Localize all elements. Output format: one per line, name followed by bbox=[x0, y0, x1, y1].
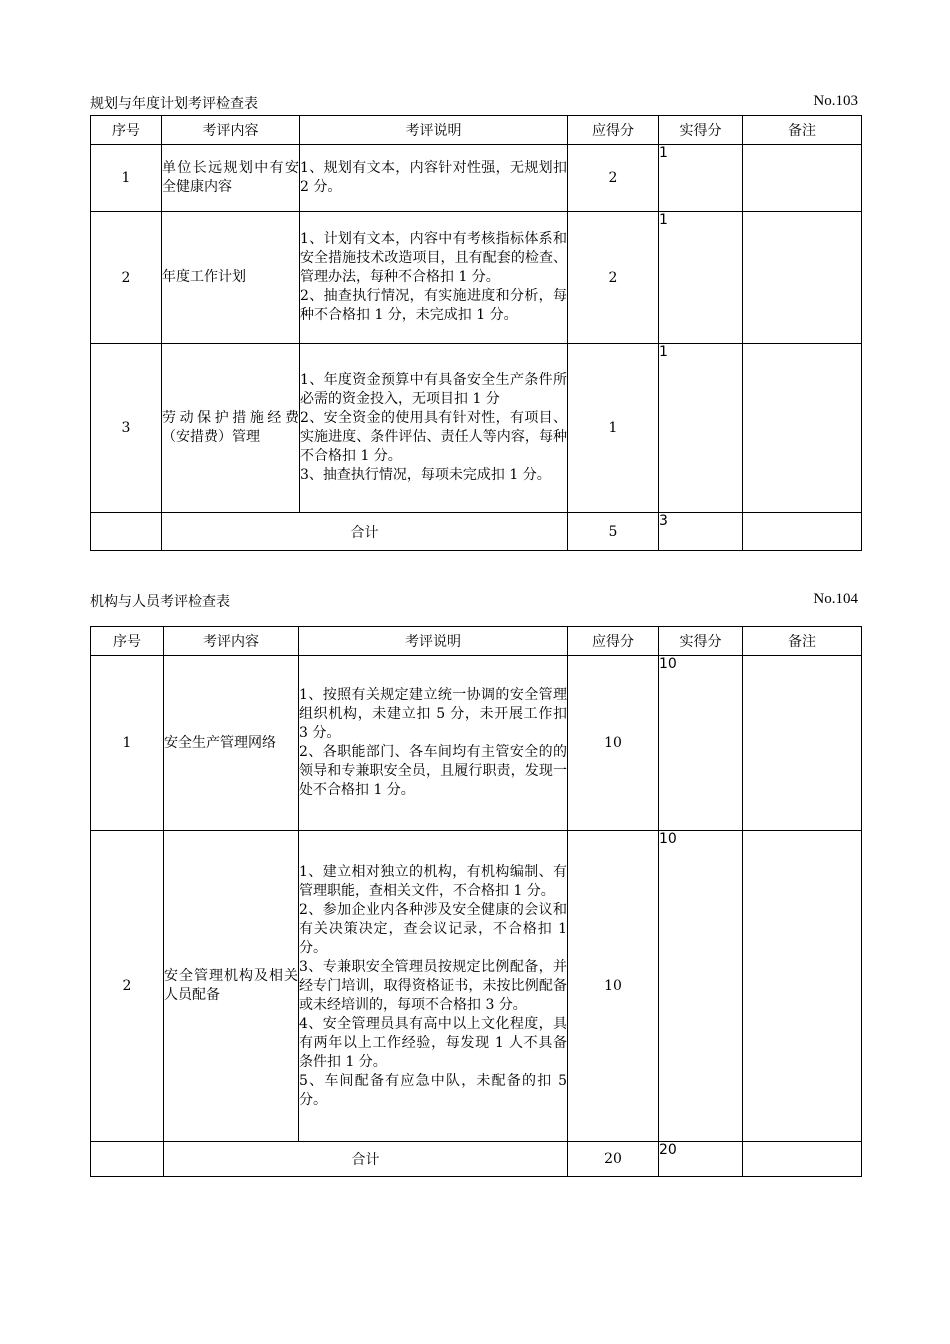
desc-line: 2、各职能部门、各车间均有主管安全的的领导和专兼职安全员，且履行职责，发现一处不合格扣 1 分。 bbox=[299, 744, 567, 798]
header-got: 实得分 bbox=[659, 627, 743, 656]
desc-line: 3、抽查执行情况，每项未完成扣 1 分。 bbox=[300, 467, 551, 483]
row-seq: 1 bbox=[91, 656, 164, 831]
row-should: 2 bbox=[568, 212, 659, 344]
row-desc bbox=[300, 344, 568, 513]
row-got: 1 bbox=[659, 344, 743, 513]
desc-line: 1、按照有关规定建立统一协调的安全管理组织机构，未建立扣 5 分，未开展工作扣 3 分。 bbox=[299, 687, 567, 741]
row-desc bbox=[300, 145, 568, 212]
row-got: 1 bbox=[659, 145, 743, 212]
row-item: 单位长远规划中有安全健康内容 bbox=[162, 145, 300, 212]
row-desc bbox=[299, 656, 568, 831]
row-should: 10 bbox=[568, 656, 659, 831]
total-got: 20 bbox=[659, 1142, 743, 1177]
row-item: 劳动保护措施经费（安措费）管理 bbox=[162, 344, 300, 513]
table-row bbox=[91, 145, 862, 212]
total-label: 合计 bbox=[164, 1142, 568, 1177]
row-seq: 3 bbox=[91, 344, 162, 513]
table1-number: No.103 bbox=[813, 93, 858, 109]
table1-title: 规划与年度计划考评检查表 bbox=[90, 96, 258, 112]
table2 bbox=[90, 626, 862, 1177]
row-item: 安全生产管理网络 bbox=[164, 656, 299, 831]
row-note bbox=[743, 831, 862, 1142]
row-should: 1 bbox=[568, 344, 659, 513]
table2-number: No.104 bbox=[813, 591, 858, 607]
desc-line: 1、建立相对独立的机构，有机构编制、有管理职能，查相关文件，不合格扣 1 分。 bbox=[299, 863, 567, 899]
row-item: 年度工作计划 bbox=[162, 212, 300, 344]
header-seq: 序号 bbox=[91, 627, 164, 656]
table2-total-row bbox=[91, 1142, 862, 1177]
row-item: 安全管理机构及相关人员配备 bbox=[164, 831, 299, 1142]
total-should: 20 bbox=[568, 1142, 659, 1177]
table-row bbox=[91, 212, 862, 344]
header-item: 考评内容 bbox=[164, 627, 299, 656]
header-should: 应得分 bbox=[568, 627, 659, 656]
row-should: 2 bbox=[568, 145, 659, 212]
table2-title: 机构与人员考评检查表 bbox=[90, 594, 230, 610]
total-note bbox=[743, 513, 862, 551]
header-desc: 考评说明 bbox=[299, 627, 568, 656]
header-desc: 考评说明 bbox=[300, 116, 568, 145]
total-label: 合计 bbox=[162, 513, 568, 551]
header-should: 应得分 bbox=[568, 116, 659, 145]
header-note: 备注 bbox=[743, 627, 862, 656]
total-got: 3 bbox=[659, 513, 743, 551]
desc-line: 2、安全资金的使用具有针对性，有项目、实施进度、条件评估、责任人等内容，每种不合格扣 1 分。 bbox=[300, 410, 567, 464]
header-item: 考评内容 bbox=[162, 116, 300, 145]
total-should: 5 bbox=[568, 513, 659, 551]
row-note bbox=[743, 656, 862, 831]
row-got: 10 bbox=[659, 831, 743, 1142]
row-seq: 1 bbox=[91, 145, 162, 212]
total-seq bbox=[91, 1142, 164, 1177]
row-desc bbox=[300, 212, 568, 344]
desc-line: 4、安全管理员具有高中以上文化程度，具有两年以上工作经验，每发现 1 人不具备条件扣 1 分。 bbox=[299, 1015, 567, 1070]
row-should: 10 bbox=[568, 831, 659, 1142]
row-got: 1 bbox=[659, 212, 743, 344]
desc-line: 2、抽查执行情况，有实施进度和分析，每种不合格扣 1 分，未完成扣 1 分。 bbox=[300, 288, 567, 323]
desc-line: 1、年度资金预算中有具备安全生产条件所必需的资金投入，无项目扣 1 分 bbox=[300, 372, 567, 407]
header-got: 实得分 bbox=[659, 116, 743, 145]
row-seq: 2 bbox=[91, 212, 162, 344]
total-seq bbox=[91, 513, 162, 551]
table2-caption bbox=[90, 591, 858, 611]
row-got: 10 bbox=[659, 656, 743, 831]
desc-line: 2、参加企业内各种涉及安全健康的会议和有关决策决定，查会议记录，不合格扣 1 分。 bbox=[299, 901, 567, 956]
table1 bbox=[90, 115, 862, 551]
table-row bbox=[91, 656, 862, 831]
desc-line: 5、车间配备有应急中队，未配备的扣 5 分。 bbox=[299, 1072, 567, 1108]
desc-line: 1、计划有文本，内容中有考核指标体系和安全措施技术改造项目，且有配套的检查、管理办法，每种不合格扣 1 分。 bbox=[300, 231, 567, 285]
row-note bbox=[743, 344, 862, 513]
table1-total-row bbox=[91, 513, 862, 551]
row-note bbox=[743, 212, 862, 344]
total-note bbox=[743, 1142, 862, 1177]
desc-line: 1、规划有文本，内容针对性强，无规划扣 2 分。 bbox=[300, 160, 567, 195]
table-row bbox=[91, 344, 862, 513]
table1-caption bbox=[90, 93, 858, 113]
header-note: 备注 bbox=[743, 116, 862, 145]
table1-header-row bbox=[91, 116, 862, 145]
row-desc bbox=[299, 831, 568, 1142]
table-row bbox=[91, 831, 862, 1142]
desc-line: 3、专兼职安全管理员按规定比例配备，并经专门培训，取得资格证书，未按比例配备或未经培训的，每项不合格扣 3 分。 bbox=[299, 958, 567, 1013]
row-note bbox=[743, 145, 862, 212]
table2-header-row bbox=[91, 627, 862, 656]
row-seq: 2 bbox=[91, 831, 164, 1142]
header-seq: 序号 bbox=[91, 116, 162, 145]
